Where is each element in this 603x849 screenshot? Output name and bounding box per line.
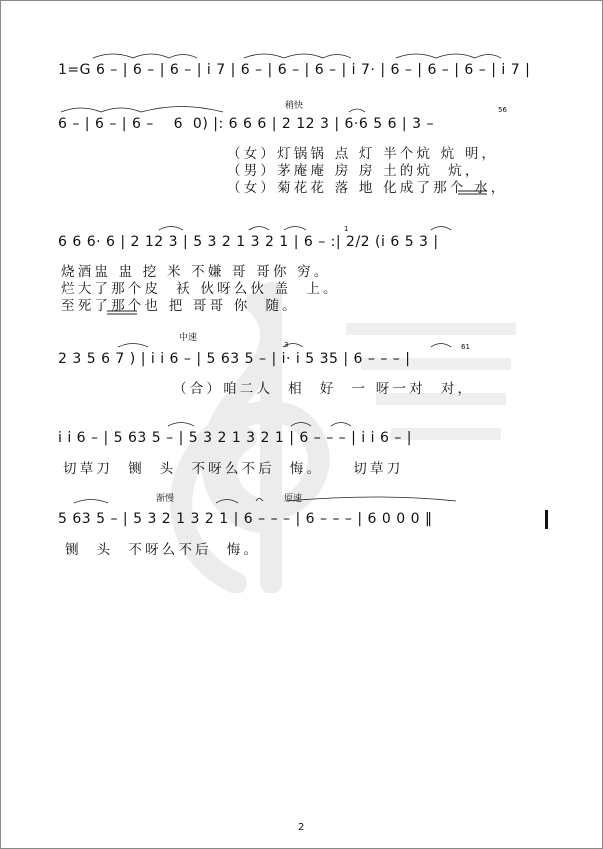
- grace-note: 56: [498, 106, 507, 114]
- page-number: 2: [298, 822, 305, 833]
- lyric-line: 烂大了那个皮 袄 伙呀么伙 盖 上。: [61, 281, 340, 297]
- grace-note: 61: [461, 343, 470, 351]
- key-signature: 1=G: [58, 62, 91, 78]
- score-system-3: [58, 234, 439, 250]
- grace-note: 1: [344, 225, 349, 233]
- lyric-line: （女）菊花花 落 地 化成了那个 水，: [227, 180, 508, 196]
- tempo-mark-slightly-fast: 稍快: [285, 101, 304, 111]
- notation-row: 6 – | 6 – | 6 – 6 0) |: 6 6 6 | 2 12 3 | 6·6 5 6 | 3 –: [58, 116, 434, 132]
- notation-row: 6 6 6· 6 | 2 12 3 | 5 3 2 1 3 2 1 | 6 – :| 2/2 (i 6 5 3 |: [58, 234, 439, 250]
- notation-row: 6 – | 6 – | 6 – | i 7 | 6 – | 6 – | 6 – | i 7· | 6 – | 6 – | 6 – | i 7 |: [95, 62, 531, 78]
- lyric-line: 切草刀 铡 头 不呀么不后 悔。 切草刀: [63, 461, 404, 477]
- lyric-line: 至死了那个也 把 哥哥 你 随。: [61, 298, 299, 314]
- tempo-mark-original: 原速: [284, 494, 303, 504]
- grace-note: 3: [284, 341, 289, 349]
- tempo-mark-slowing: 渐慢: [156, 494, 175, 504]
- lyric-line: （男）茅庵庵 房 房 土的炕 炕，: [227, 163, 482, 179]
- lyric-line: （合）咱二人 相 好 一 呀一对 对，: [173, 381, 475, 397]
- lyric-line: 铡 头 不呀么不后 悔。: [65, 542, 261, 558]
- notation-row: 5 63 5 – | 5 3 2 1 3 2 1 | 6 – – – | 6 – – – | 6 0 0 0 ‖: [58, 511, 433, 527]
- score-system-5: [58, 430, 412, 446]
- notation-row: i i 6 – | 5 63 5 – | 5 3 2 1 3 2 1 | 6 – – – | i i 6 – |: [58, 430, 412, 446]
- notation-row: 2 3 5 6 7 ) | i i 6 – | 5 63 5 – | i· i 5 35 | 6 – – – |: [58, 351, 411, 367]
- score-system-1: [58, 62, 530, 78]
- lyric-line: （女）灯锅锅 点 灯 半个炕 炕 明，: [227, 146, 499, 162]
- score-system-4: [58, 351, 410, 367]
- score-system-6: [58, 511, 432, 527]
- tempo-mark-moderate: 中速: [179, 333, 198, 343]
- lyric-line: 烧酒盅 盅 挖 米 不嫌 哥 哥你 穷。: [61, 264, 331, 280]
- score-system-2: [58, 116, 434, 132]
